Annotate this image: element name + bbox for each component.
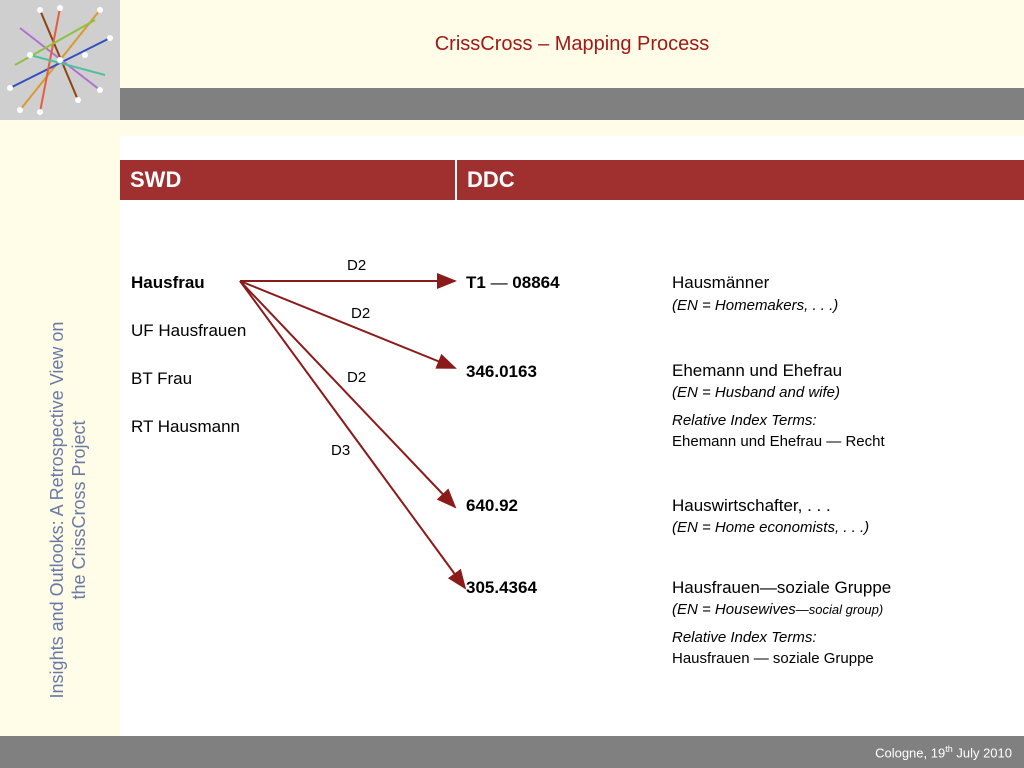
ddc-en-2: (EN = Husband and wife) [672,384,841,401]
header-swd: SWD [130,167,182,192]
header-ddc: DDC [467,167,515,192]
arrow-label-2: D2 [351,305,371,322]
ddc-code-1-dash: — [485,273,513,292]
sidebar-text-line1: Insights and Outlooks: A Retrospective View on [47,321,67,699]
ddc-code-2: 346.0163 [466,362,537,381]
slide-title: CrissCross – Mapping Process [434,33,710,55]
ddc-rel-term-2: Ehemann und Ehefrau — Recht [672,433,885,450]
ddc-code-1 [466,273,560,293]
ddc-term-4: Hausfrauen—soziale Gruppe [672,578,892,597]
ddc-code-1-prefix: T1 [466,273,486,292]
arrow-label-4: D3 [331,442,351,459]
ddc-en-4-tail: —social group) [795,602,884,617]
swd-rt: RT Hausmann [131,417,240,436]
arrow-to-640 [240,281,455,507]
ddc-term-1: Hausmänner [672,273,770,292]
swd-uf: UF Hausfrauen [131,321,247,340]
ddc-rel-label-2: Relative Index Terms: [672,412,817,429]
arrow-label-1: D2 [347,257,367,274]
ddc-en-1: (EN = Homemakers, . . .) [672,297,839,314]
ddc-rel-term-4: Hausfrauen — soziale Gruppe [672,650,874,667]
swd-term: Hausfrau [131,273,205,292]
footer-date-prefix: Cologne, 19 [875,745,946,761]
ddc-rel-label-4: Relative Index Terms: [672,629,817,646]
ddc-en-4 [672,601,883,618]
ddc-en-3: (EN = Home economists, . . .) [672,519,870,536]
sidebar-text-line2: the CrissCross Project [69,420,89,600]
ddc-code-4: 305.4364 [466,578,537,597]
ddc-term-2: Ehemann und Ehefrau [672,361,843,380]
footer-date-suffix: July 2010 [952,745,1012,761]
ddc-en-4-main: (EN = Housewives [672,601,796,618]
footer-date-sup: th [945,744,953,754]
ddc-term-3: Hauswirtschafter, . . . [672,496,831,515]
footer-bar [0,736,1024,768]
ddc-code-1-suffix: 08864 [512,273,560,292]
ddc-code-3: 640.92 [466,496,518,515]
arrow-label-3: D2 [347,369,367,386]
swd-bt: BT Frau [131,369,193,388]
footer-date [875,744,1012,760]
